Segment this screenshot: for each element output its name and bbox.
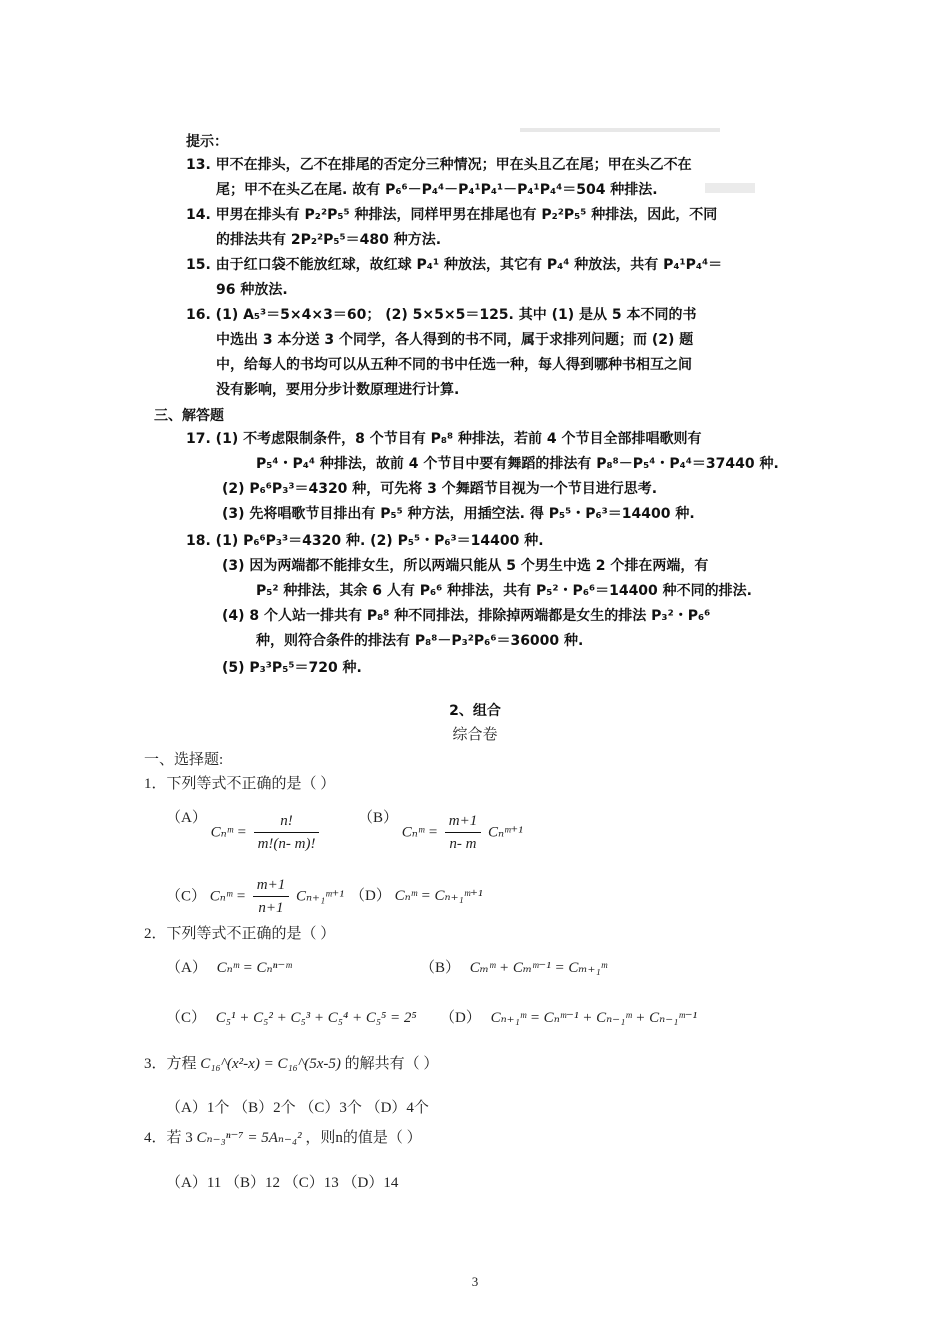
answer-18-line-3: P₅² 种排法，其余 6 人有 P₆⁶ 种排法，共有 P₅²・P₆⁶＝14400 种不同的排法.	[256, 583, 752, 599]
formula-rhs: Cₙ₊₁ᵐ⁺¹	[295, 888, 344, 905]
question-3-options: （A）1个 （B）2个 （C）3个 （D）4个	[166, 1100, 429, 1116]
hint-16-line-2: 中选出 3 本分送 3 个同学，各人得到的书不同，属于求排列问题；而 (2) 题	[216, 332, 694, 348]
option-c-label: （C）	[166, 888, 207, 905]
stem-suffix: ，则n的值是（ ）	[305, 1130, 422, 1146]
hint-15-line-1: 15. 由于红口袋不能放红球，故红球 P₄¹ 种放法，其它有 P₄⁴ 种放法，共有 P₄¹P₄⁴＝	[186, 257, 723, 273]
part-heading: 一、选择题:	[144, 752, 224, 768]
option-a-label: （A）	[166, 810, 207, 826]
answer-18-line-6: (5) P₃³P₅⁵＝720 种.	[222, 660, 362, 676]
hint-15-line-2: 96 种放法.	[216, 282, 288, 298]
question-1-option-d	[350, 886, 482, 906]
answer-18-line-4: (4) 8 个人站一排共有 P₈⁸ 种不同排法，排除掉两端都是女生的排法 P₃²・P₆⁶	[222, 608, 711, 624]
formula-rhs: Cₙᵐ⁺¹	[487, 824, 523, 841]
scan-artifact	[705, 183, 755, 193]
answer-17-line-3: (2) P₆⁶P₃³＝4320 种，可先将 3 个舞蹈节目视为一个节目进行思考.	[222, 481, 658, 497]
option-d-label: （D）	[350, 888, 391, 904]
stem-suffix: 的解共有（ ）	[344, 1056, 439, 1072]
fraction-numerator: n!	[254, 810, 320, 833]
answer-17-line-1: 17. (1) 不考虑限制条件，8 个节目有 P₈⁸ 种排法，若前 4 个节目全部排唱歌则有	[186, 431, 702, 447]
hint-16-line-4: 没有影响，要用分步计数原理进行计算.	[216, 382, 460, 398]
formula: Cₙ₊₁ᵐ = Cₙᵐ⁻¹ + Cₙ₋₁ᵐ + Cₙ₋₁ᵐ⁻¹	[490, 1010, 698, 1026]
option-b-label: （B）	[358, 810, 399, 826]
formula: Cₙ₋₃ⁿ⁻⁷ = 5Aₙ₋₄²	[196, 1130, 302, 1146]
stem-prefix: 4．若 3	[144, 1130, 193, 1146]
stem-prefix: 3．方程	[144, 1056, 197, 1072]
question-1-option-b	[358, 808, 523, 860]
fraction	[253, 874, 289, 919]
fraction-denominator: n+1	[258, 900, 284, 917]
question-2-option-a	[166, 958, 292, 978]
question-4-options: （A）11 （B）12 （C）13 （D）14	[166, 1175, 399, 1191]
fraction	[445, 810, 481, 855]
formula-lhs: Cₙᵐ =	[209, 888, 246, 905]
fraction-denominator: m!(n- m)!	[257, 836, 316, 853]
formula: Cₘᵐ + Cₘᵐ⁻¹ = Cₘ₊₁ᵐ	[469, 960, 607, 976]
fraction	[254, 810, 320, 855]
section-subtitle: 综合卷	[452, 727, 498, 743]
fraction-denominator: n- m	[449, 836, 477, 853]
question-1-option-a	[166, 808, 322, 860]
question-1-option-c	[166, 872, 344, 924]
answer-18-line-2: (3) 因为两端都不能排女生，所以两端只能从 5 个男生中选 2 个排在两端，有	[222, 558, 709, 574]
answer-18-line-1: 18. (1) P₆⁶P₃³＝4320 种. (2) P₅⁵・P₆³＝14400 种.	[186, 533, 544, 549]
answer-18-line-5: 种，则符合条件的排法有 P₈⁸－P₃²P₆⁶＝36000 种.	[256, 633, 584, 649]
hint-13-line-2: 尾；甲不在头乙在尾. 故有 P₆⁶－P₄⁴－P₄¹P₄¹－P₄¹P₄⁴＝504 种排法.	[216, 182, 658, 198]
question-2-stem: 2．下列等式不正确的是（ ）	[144, 926, 336, 942]
fraction-numerator: m+1	[253, 874, 289, 897]
formula: Cₙᵐ = Cₙⁿ⁻ᵐ	[216, 960, 292, 976]
question-1-stem: 1．下列等式不正确的是（ ）	[144, 776, 336, 792]
question-2-option-b	[420, 958, 607, 978]
option-d-label: （D）	[440, 1010, 481, 1026]
page-number: 3	[471, 1274, 479, 1289]
hint-16-line-3: 中，给每人的书均可以从五种不同的书中任选一种，每人得到哪种书相互之间	[216, 357, 692, 373]
hints-heading: 提示：	[186, 134, 228, 150]
question-4-stem	[144, 1128, 422, 1148]
hint-13-line-1: 13. 甲不在排头，乙不在排尾的否定分三种情况；甲在头且乙在尾；甲在头乙不在	[186, 157, 692, 173]
scan-artifact	[520, 128, 720, 132]
question-2-option-c	[166, 1008, 417, 1028]
hint-14-line-1: 14. 甲男在排头有 P₂²P₅⁵ 种排法，同样甲男在排尾也有 P₂²P₅⁵ 种排法，因此，不同	[186, 207, 718, 223]
formula: C₅¹ + C₅² + C₅³ + C₅⁴ + C₅⁵ = 2⁵	[215, 1010, 417, 1026]
answer-17-line-4: (3) 先将唱歌节目排出有 P₅⁵ 种方法，用插空法. 得 P₅⁵・P₆³＝14400 种.	[222, 506, 695, 522]
section-title: 2、组合	[449, 703, 501, 719]
fraction-numerator: m+1	[445, 810, 481, 833]
answer-17-line-2: P₅⁴・P₄⁴ 种排法，故前 4 个节目中要有舞蹈的排法有 P₈⁸－P₅⁴・P₄⁴＝37440 种.	[256, 456, 779, 472]
formula: C₁₆^(x²-x) = C₁₆^(5x-5)	[200, 1056, 341, 1072]
option-b-label: （B）	[420, 960, 461, 976]
hint-14-line-2: 的排法共有 2P₂²P₅⁵＝480 种方法.	[216, 232, 442, 248]
hint-16-line-1: 16. (1) A₅³＝5×4×3＝60； (2) 5×5×5＝125. 其中 (1) 是从 5 本不同的书	[186, 307, 697, 323]
answers-heading: 三、解答题	[154, 408, 224, 424]
formula-lhs: Cₙᵐ =	[210, 824, 247, 841]
question-3-stem	[144, 1054, 438, 1074]
option-a-label: （A）	[166, 960, 207, 976]
question-2-option-d	[440, 1008, 697, 1028]
formula: Cₙᵐ = Cₙ₊₁ᵐ⁺¹	[394, 888, 483, 904]
option-c-label: （C）	[166, 1010, 207, 1026]
formula-lhs: Cₙᵐ =	[401, 824, 438, 841]
